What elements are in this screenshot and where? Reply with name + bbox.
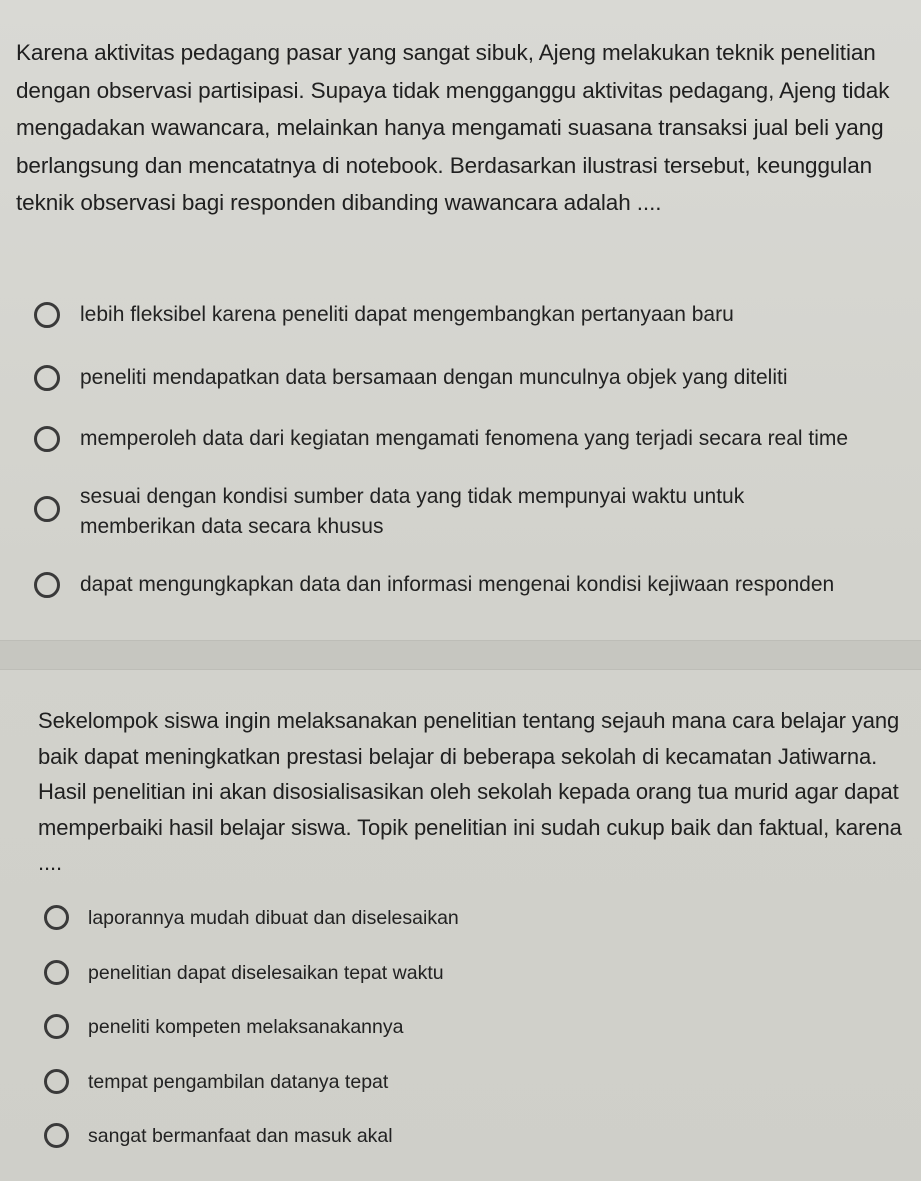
- question-text: Karena aktivitas pedagang pasar yang sangat sibuk, Ajeng melakukan teknik penelitian dengan observasi partisipasi. Supaya tidak mengganggu aktivitas pedagang, Ajeng tidak mengadakan wawancara, melainkan hanya mengamati suasana transaksi jual beli yang berlangsung dan mencatatnya di notebook. Berdasarkan ilustrasi tersebut, keunggulan teknik observasi bagi responden dibanding wawancara adalah ....: [16, 40, 890, 215]
- radio-button[interactable]: [34, 496, 60, 522]
- option-b[interactable]: [34, 363, 904, 393]
- radio-button[interactable]: [44, 1123, 69, 1148]
- option-a[interactable]: [44, 904, 894, 932]
- question-text: Sekelompok siswa ingin melaksanakan penelitian tentang sejauh mana cara belajar yang baik dapat meningkatkan prestasi belajar di beberapa sekolah di kecamatan Jatiwarna. Hasil penelitian ini akan disosialisasikan oleh sekolah kepada orang tua murid agar dapat memperbaiki hasil belajar siswa. Topik penelitian ini sudah cukup baik dan faktual, karena ....: [38, 708, 902, 875]
- option-label: peneliti mendapatkan data bersamaan dengan munculnya objek yang diteliti: [80, 366, 788, 389]
- option-e[interactable]: [44, 1122, 894, 1150]
- radio-button[interactable]: [44, 960, 69, 985]
- option-label: memperoleh data dari kegiatan mengamati fenomena yang terjadi secara real time: [80, 427, 849, 450]
- card-divider: [0, 640, 921, 670]
- option-e[interactable]: [34, 570, 904, 600]
- radio-button[interactable]: [44, 905, 69, 930]
- option-label: penelitian dapat diselesaikan tepat waktu: [88, 962, 444, 984]
- option-label: sangat bermanfaat dan masuk akal: [88, 1125, 393, 1147]
- option-label: peneliti kompeten melaksanakannya: [88, 1016, 404, 1038]
- option-label: dapat mengungkapkan data dan informasi mengenai kondisi kejiwaan responden: [80, 573, 835, 596]
- option-c[interactable]: [44, 1013, 894, 1041]
- radio-button[interactable]: [44, 1069, 69, 1094]
- radio-button[interactable]: [34, 365, 60, 391]
- option-label: lebih fleksibel karena peneliti dapat mengembangkan pertanyaan baru: [80, 303, 734, 326]
- option-c[interactable]: [34, 424, 904, 454]
- radio-button[interactable]: [34, 302, 60, 328]
- radio-button[interactable]: [34, 426, 60, 452]
- option-b[interactable]: [44, 959, 894, 987]
- option-d[interactable]: [34, 482, 864, 542]
- radio-button[interactable]: [34, 572, 60, 598]
- option-label: laporannya mudah dibuat dan diselesaikan: [88, 907, 459, 929]
- option-a[interactable]: [34, 300, 904, 330]
- option-label: sesuai dengan kondisi sumber data yang tidak mempunyai waktu untuk memberikan data secara khusus: [80, 485, 745, 538]
- option-d[interactable]: [44, 1068, 894, 1096]
- radio-button[interactable]: [44, 1014, 69, 1039]
- option-label: tempat pengambilan datanya tepat: [88, 1071, 389, 1093]
